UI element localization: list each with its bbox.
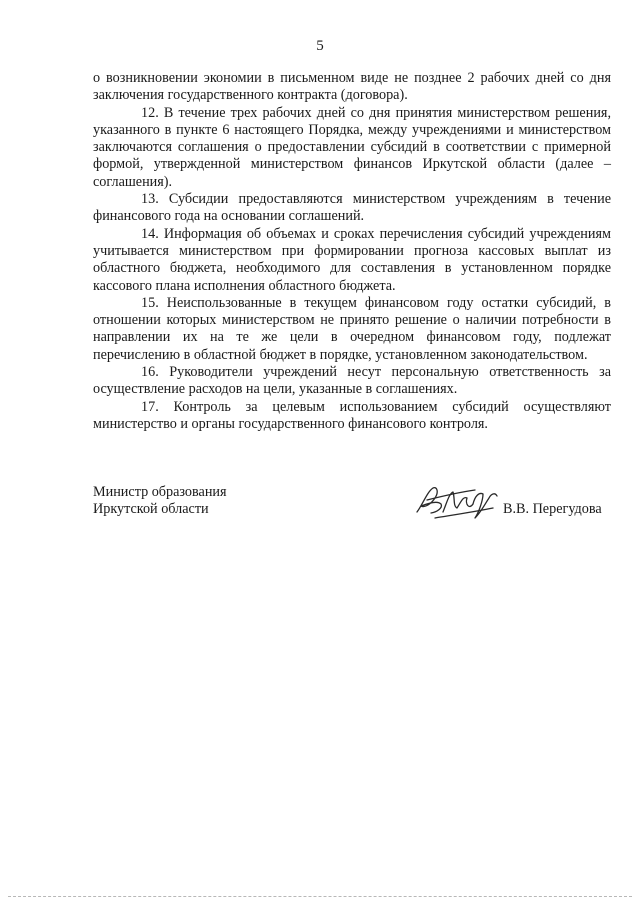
signer-title: [93, 484, 227, 519]
paragraph-continuation: о возникновении экономии в письменном виде не позднее 2 рабочих дней со дня заключения государственного контракта (договора).: [93, 70, 611, 104]
paragraph-item-16: 16. Руководители учреждений несут персональную ответственность за осуществление расходов на цели, указанные в соглашениях.: [93, 364, 611, 398]
paragraph-item-15: 15. Неиспользованные в текущем финансовом году остатки субсидий, в отношении которых министерством не принято решение о наличии потребности в направлении их на те же цели в очередном финансовом году, подлежат перечислению в областной бюджет в порядке, установленном законодательством.: [93, 294, 611, 363]
handwritten-signature: [413, 482, 503, 522]
paragraph-item-14: 14. Информация об объемах и сроках перечисления субсидий учреждениям учитывается министерством при формировании прогноза кассовых выплат из областного бюджета, необходимого для составления в установленном порядке кассового плана исполнения областного бюджета.: [93, 225, 611, 294]
paragraph-item-12: 12. В течение трех рабочих дней со дня принятия министерством решения, указанного в пункте 6 настоящего Порядка, между учреждениями и министерством заключаются соглашения о предоставлении субсидий в соответствии с примерной формой, утвержденной министерством финансов Иркутской области (далее – соглашения).: [93, 104, 611, 190]
document-body: [93, 70, 611, 433]
page-bottom-divider: [8, 896, 632, 897]
signer-name: В.В. Перегудова: [503, 501, 602, 517]
signer-title-line-2: Иркутской области: [93, 501, 209, 518]
signature-block: [93, 484, 613, 544]
page-number: 5: [316, 38, 324, 54]
signer-title-line-1: Министр образования: [93, 484, 227, 500]
paragraph-item-13: 13. Субсидии предоставляются министерством учреждениям в течение финансового года на основании соглашений.: [93, 191, 611, 225]
paragraph-item-17: 17. Контроль за целевым использованием субсидий осуществляют министерство и органы государственного финансового контроля.: [93, 398, 611, 432]
